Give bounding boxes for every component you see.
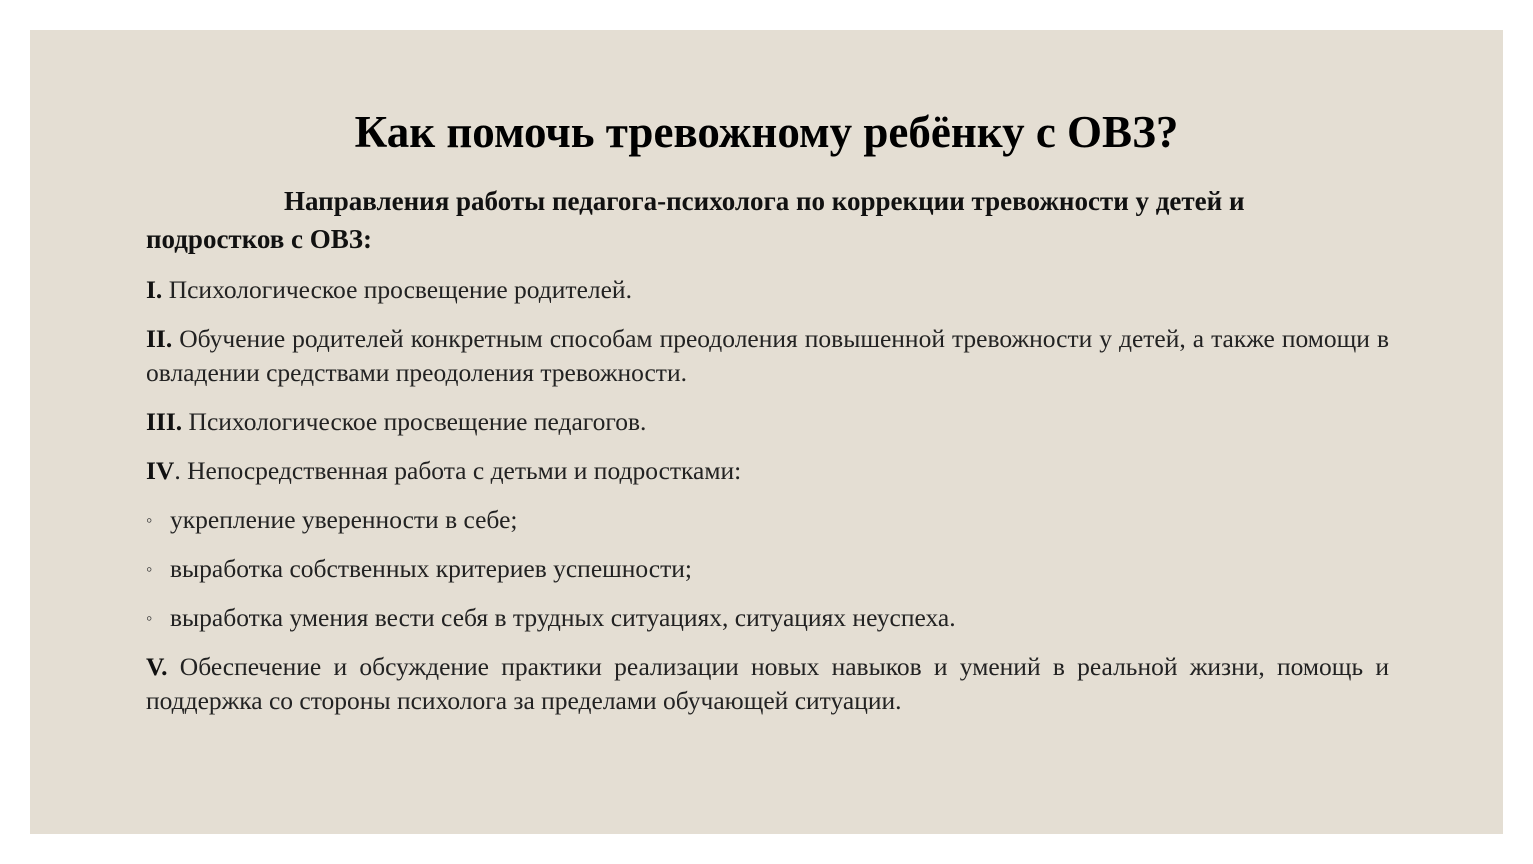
item-text: Психологическое просвещение родителей. [162, 275, 632, 304]
item-text: Психологическое просвещение педагогов. [182, 407, 647, 436]
item-number: III. [146, 407, 183, 436]
slide-subtitle: Направления работы педагога-психолога по коррекции тревожности у детей и подростков с ОВЗ: [146, 186, 1245, 254]
item-text: Обучение родителей конкретным способам преодоления повышенной тревожности у детей, а также помощи в овладении средствами преодоления тревожности. [146, 324, 1389, 387]
bullet-item-1 [146, 503, 1389, 537]
item-number: IV [146, 456, 175, 485]
bullet-item-3 [146, 601, 1389, 635]
slide-title: Как помочь тревожному ребёнку с ОВЗ? [354, 107, 1179, 157]
list-item-5 [146, 650, 1389, 718]
list-item-4 [146, 454, 1389, 488]
bullet-circle-icon: ◦ [146, 608, 153, 628]
bullet-item-2 [146, 552, 1389, 586]
list-item-3 [146, 405, 1389, 439]
item-text: . Непосредственная работа с детьми и подростками: [174, 456, 742, 485]
item-number: V. [146, 652, 168, 681]
item-number: I. [146, 275, 163, 304]
slide [30, 30, 1503, 834]
slide-body [146, 182, 1389, 718]
bullet-text: выработка умения вести себя в трудных ситуациях, ситуациях неуспеха. [170, 603, 956, 632]
bullet-circle-icon: ◦ [146, 559, 153, 579]
bullet-text: укрепление уверенности в себе; [170, 505, 518, 534]
list-item-2 [146, 322, 1389, 390]
bullet-circle-icon: ◦ [146, 510, 153, 530]
list-item-1 [146, 273, 1389, 307]
item-number: II. [146, 324, 173, 353]
bullet-text: выработка собственных критериев успешности; [170, 554, 693, 583]
item-text: Обеспечение и обсуждение практики реализации новых навыков и умений в реальной жизни, помощь и поддержка со стороны психолога за пределами обучающей ситуации. [146, 652, 1389, 715]
